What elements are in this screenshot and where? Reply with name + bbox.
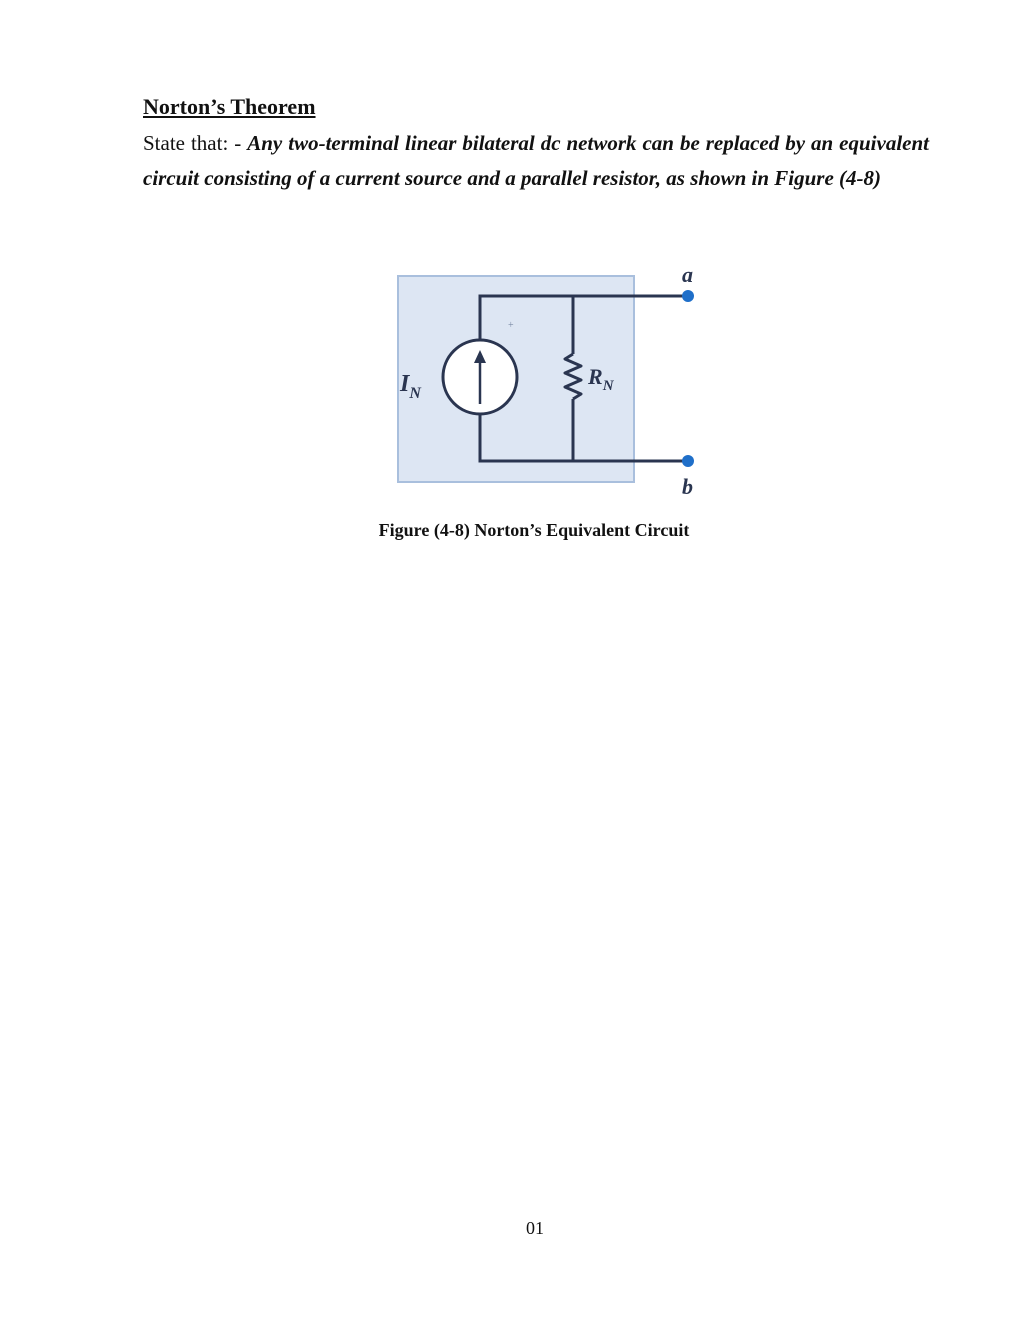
statement-lead: State that: - [143, 131, 248, 155]
terminal-b-label: b [682, 474, 693, 499]
terminal-a-label: a [682, 262, 693, 287]
terminal-b-dot [682, 455, 694, 467]
source-label-subscript: N [409, 385, 421, 402]
resistor-label-main: R [588, 364, 603, 389]
small-plus-mark: + [508, 320, 514, 331]
norton-circuit-diagram [390, 262, 710, 502]
norton-circuit-figure [390, 262, 710, 502]
source-label-main: I [400, 371, 410, 397]
resistor-label-subscript: N [602, 378, 614, 394]
theorem-statement [143, 126, 929, 195]
terminal-a-dot [682, 290, 694, 302]
section-heading: Norton’s Theorem [143, 94, 316, 119]
figure-caption: Figure (4-8) Norton’s Equivalent Circuit [378, 520, 690, 540]
page-number: 01 [526, 1218, 544, 1238]
statement-body: Any two-terminal linear bilateral dc network can be replaced by an equivalent circuit consisting of a current source and a parallel resistor, as shown in Figure (4-8) [143, 131, 929, 190]
